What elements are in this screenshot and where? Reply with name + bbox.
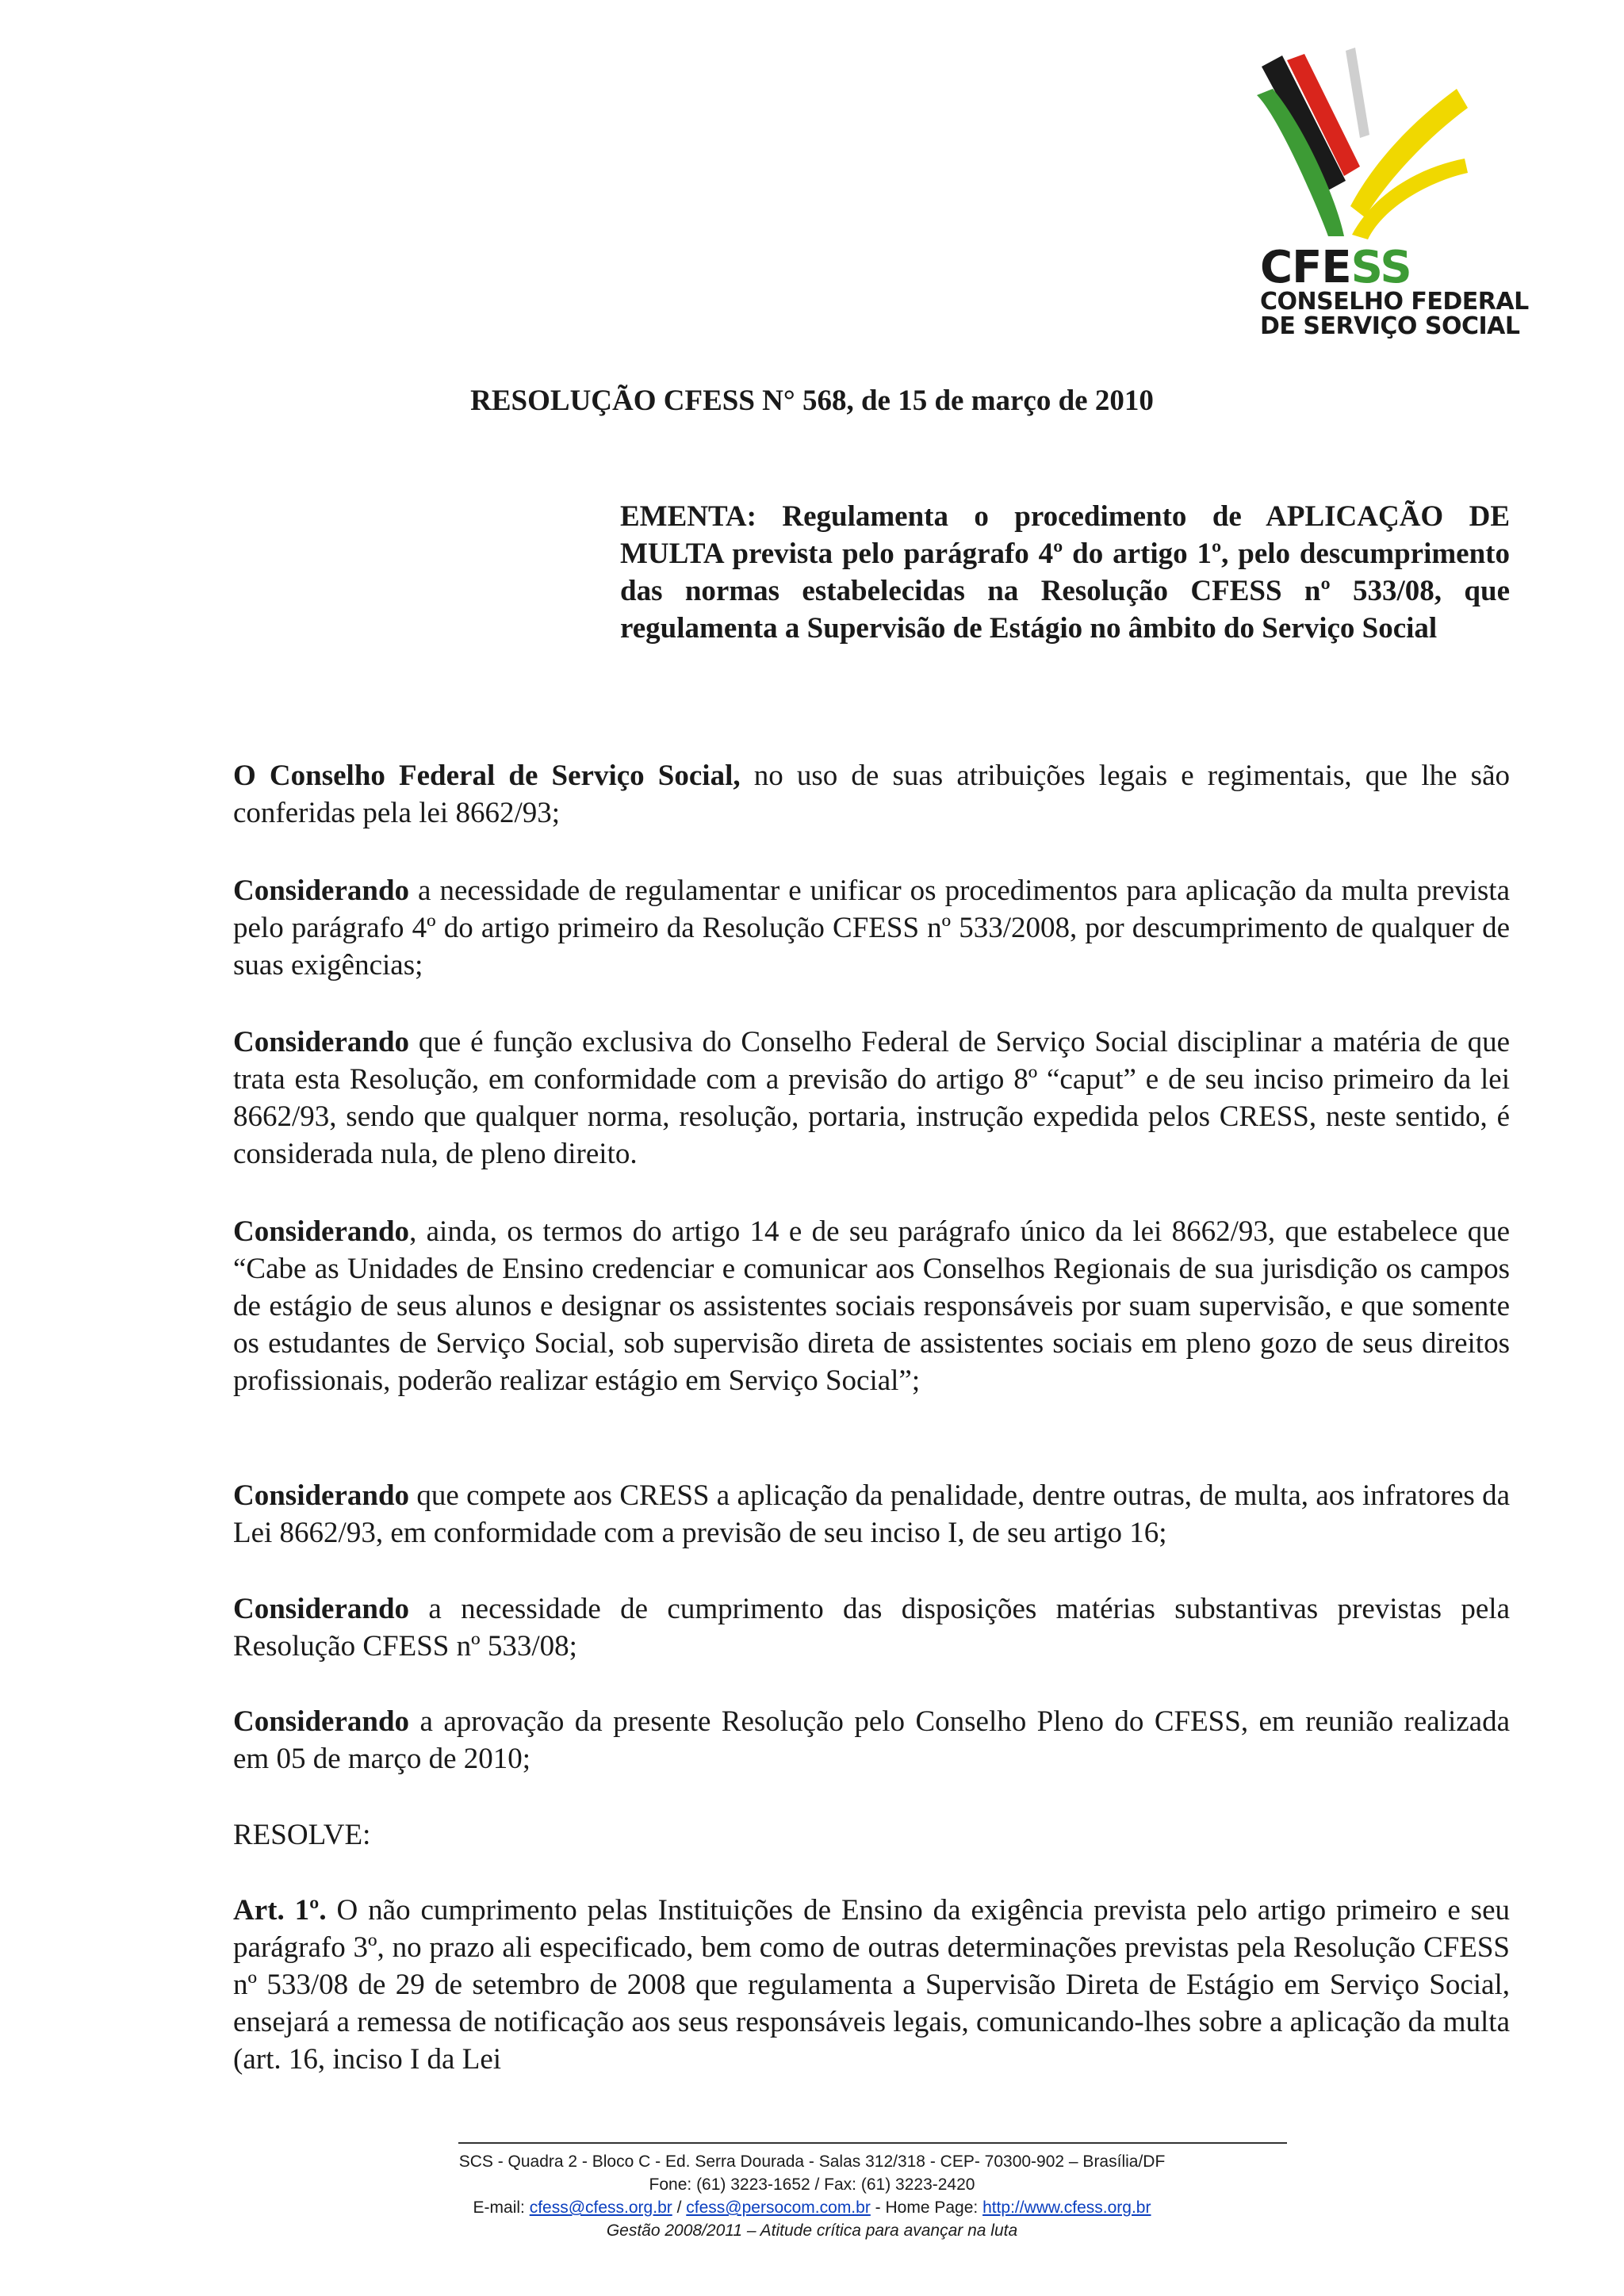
logo-subtitle-line2: DE SERVIÇO SOCIAL <box>1260 312 1520 340</box>
footer-address: SCS - Quadra 2 - Bloco C - Ed. Serra Dourada - Salas 312/318 - CEP- 70300-902 – Brasília/DF <box>458 2152 1166 2171</box>
preamble-paragraph: O Conselho Federal de Serviço Social, no uso de suas atribuições legais e regimentais, que lhe são conferidas pela lei 8662/93; <box>233 760 1510 829</box>
footer-divider <box>458 2142 1287 2144</box>
email-link-persocom[interactable]: cfess@persocom.com.br <box>686 2198 871 2217</box>
considerando-paragraph: Considerando a necessidade de regulamentar e unificar os procedimentos para aplicação da multa prevista pelo parágrafo 4º do artigo primeiro da Resolução CFESS nº 533/2008, por descumprimento de qualquer de suas exigências; <box>233 874 1510 982</box>
considerando-paragraph: Considerando a necessidade de cumprimento das disposições matérias substantivas previstas pela Resolução CFESS nº 533/08; <box>233 1593 1510 1663</box>
cfess-logo <box>1249 48 1529 341</box>
logo-title: CFESS <box>1260 242 1411 293</box>
article-1-paragraph: Art. 1º. O não cumprimento pelas Instituições de Ensino da exigência prevista pelo artigo primeiro e seu parágrafo 3º, no prazo ali especificado, bem como de outras determinações previstas pela Resolução CFESS nº 533/08 de 29 de setembro de 2008 que regulamenta a Supervisão Direta de Estágio em Serviço Social, ensejará a remessa de notificação aos seus responsáveis legais, comunicando-lhes sobre a aplicação da multa (art. 16, inciso I da Lei <box>233 1894 1510 2076</box>
considerando-paragraph: Considerando que é função exclusiva do Conselho Federal de Serviço Social disciplinar a matéria de que trata esta Resolução, em conformidade com a previsão do artigo 8º “caput” e de seu inciso primeiro da lei 8662/93, sendo que qualquer norma, resolução, portaria, instrução expedida pelos CRESS, neste sentido, é considerada nula, de pleno direito. <box>233 1026 1510 1170</box>
considerando-paragraph: Considerando a aprovação da presente Resolução pelo Conselho Pleno do CFESS, em reunião realizada em 05 de março de 2010; <box>233 1705 1510 1775</box>
footer-contacts: E-mail: cfess@cfess.org.br / cfess@persocom.com.br - Home Page: http://www.cfess.org.br <box>473 2198 1151 2217</box>
document-title: RESOLUÇÃO CFESS N° 568, de 15 de março de 2010 <box>470 385 1154 417</box>
footer-gestao: Gestão 2008/2011 – Atitude crítica para avançar na luta <box>606 2221 1018 2240</box>
ementa-paragraph: EMENTA: Regulamenta o procedimento de APLICAÇÃO DE MULTA prevista pelo parágrafo 4º do artigo 1º, pelo descumprimento das normas estabelecidas na Resolução CFESS nº 533/08, que regulamenta a Supervisão de Estágio no âmbito do Serviço Social <box>620 500 1510 645</box>
resolve-heading: RESOLVE: <box>233 1819 371 1851</box>
footer <box>0 2150 1624 2242</box>
logo-subtitle-line1: CONSELHO FEDERAL <box>1260 288 1529 316</box>
cfess-logo-mark-icon <box>1249 48 1487 246</box>
logo-yellow-fan <box>1350 89 1468 217</box>
considerando-paragraph: Considerando que compete aos CRESS a aplicação da penalidade, dentre outras, de multa, aos infratores da Lei 8662/93, em conformidade com a previsão de seu inciso I, de seu artigo 16; <box>233 1479 1510 1549</box>
logo-grey-stroke <box>1346 48 1369 138</box>
email-link-cfess[interactable]: cfess@cfess.org.br <box>529 2198 672 2217</box>
footer-phone: Fone: (61) 3223-1652 / Fax: (61) 3223-2420 <box>649 2175 975 2194</box>
considerando-paragraph: Considerando, ainda, os termos do artigo 14 e de seu parágrafo único da lei 8662/93, que estabelece que “Cabe as Unidades de Ensino credenciar e comunicar aos Conselhos Regionais de sua jurisdição os campos de estágio de seus alunos e designar os assistentes sociais responsáveis por suam supervisão, e que somente os estudantes de Serviço Social, sob supervisão direta de assistentes sociais em pleno gozo de seus direitos profissionais, poderão realizar estágio em Serviço Social”; <box>233 1215 1510 1397</box>
homepage-link[interactable]: http://www.cfess.org.br <box>982 2198 1151 2217</box>
